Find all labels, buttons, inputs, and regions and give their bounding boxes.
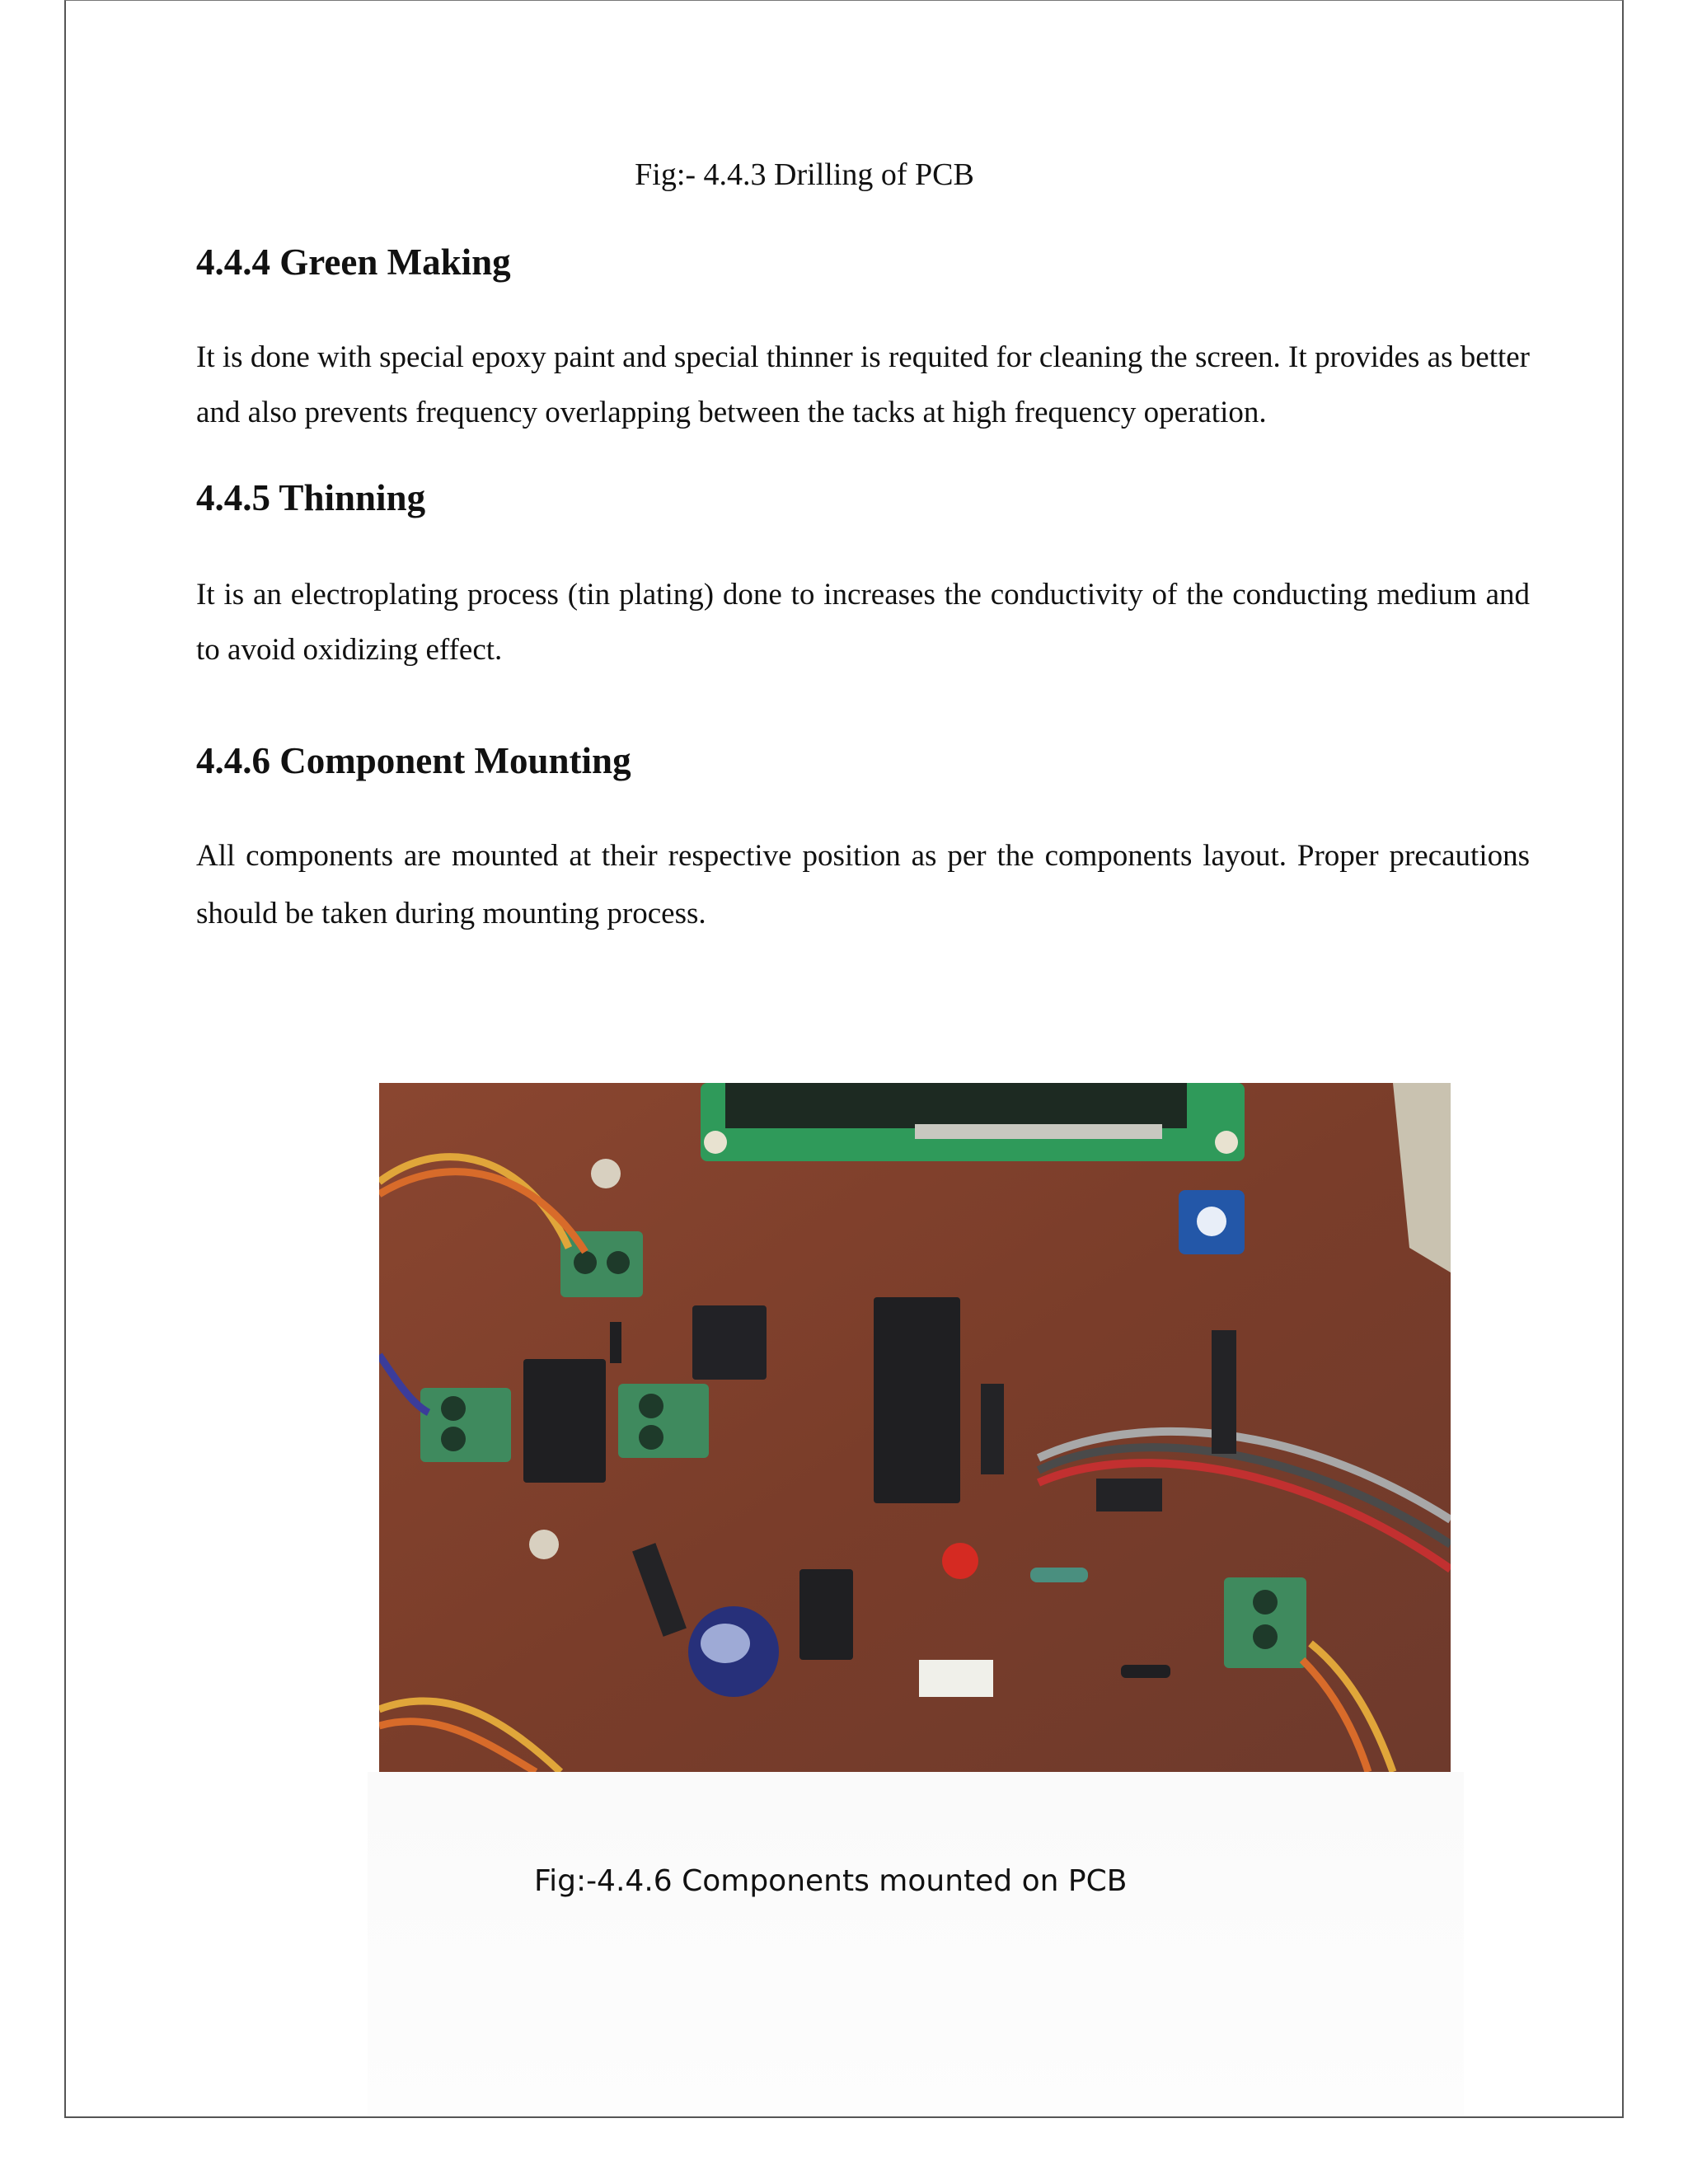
page-border (64, 0, 1624, 2118)
figure-caption-top-text: Fig:- 4.4.3 Drilling of PCB (635, 157, 974, 192)
section-heading-component-mounting: 4.4.6 Component Mounting (196, 740, 631, 781)
section-heading-green-making: 4.4.4 Green Making (196, 241, 511, 283)
section-body-thinning: It is an electroplating process (tin plating) done to increases the conductivity of the conducting medium and to avoid oxidizing effect. (196, 578, 1530, 667)
section-body-component-mounting: All components are mounted at their respective position as per the components layout. Proper precautions should be taken during mounting process. (196, 839, 1530, 930)
section-heading-thinning: 4.4.5 Thinning (196, 477, 426, 518)
figure-caption-top (0, 157, 1688, 193)
pcb-photo (379, 1083, 1451, 1772)
section-body-green-making: It is done with special epoxy paint and special thinner is requited for cleaning the screen. It provides as better and also prevents frequency overlapping between the tacks at high frequency operation. (196, 340, 1530, 429)
figure-caption-bottom: Fig:-4.4.6 Components mounted on PCB (534, 1864, 1128, 1898)
